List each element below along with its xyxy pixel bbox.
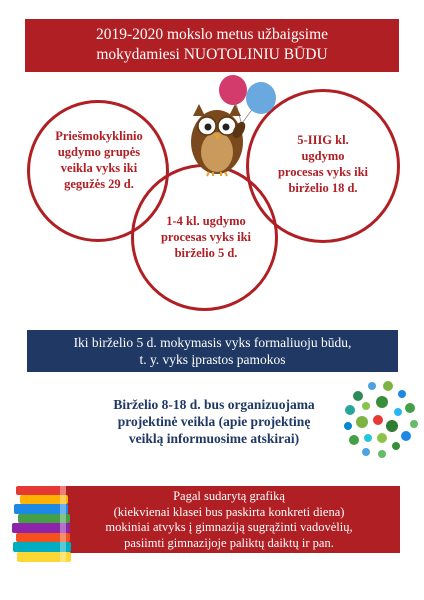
projects-line-1: Birželio 8-18 d. bus organizuojama (113, 397, 315, 412)
balloon-blue (246, 82, 276, 114)
owl-svg (175, 72, 285, 182)
projects-line-2: projektinė veikla (apie projektinę (117, 414, 311, 429)
title-banner (25, 19, 399, 72)
formal-line-1: Iki birželio 5 d. mokymasis vyks formaliuoju būdu, (73, 335, 352, 350)
title-line-1: 2019-2020 mokslo metus užbaigsime (95, 26, 329, 43)
ecology-icons-circle-illustration (338, 376, 422, 460)
owl-with-balloons-illustration (175, 72, 285, 182)
book-stack-illustration (10, 482, 80, 564)
grades-5-iiig-line-4: birželio 18 d. (288, 181, 358, 195)
grades-5-iiig-line-3: procesas vyks iki (277, 165, 369, 179)
grades-1-4-line-1: 1-4 kl. ugdymo (166, 214, 246, 228)
schedule-line-4: pasiimti gimnazijoje paliktų daiktų ir pan. (124, 535, 334, 550)
balloon-pink (219, 75, 247, 105)
schedule-banner (28, 486, 400, 553)
schedule-line-1: Pagal sudarytą grafiką (173, 489, 285, 503)
books-svg (10, 482, 80, 564)
preschool-text (44, 128, 154, 192)
grades-1-4-line-2: procesas vyks iki (160, 230, 252, 244)
grades-1-4-line-3: birželio 5 d. (174, 246, 238, 260)
grades-5-iiig-line-2: ugdymo (301, 149, 345, 163)
title-line-2: mokydamiesi NUOTOLINIU BŪDU (96, 46, 328, 63)
grades-1-4-text (150, 213, 262, 261)
eco-svg (338, 376, 422, 460)
preschool-line-4: gegužės 29 d. (64, 177, 134, 191)
preschool-line-2: ugdymo grupės (57, 145, 141, 159)
schedule-line-2: (kiekvienai klasei bus paskirta konkreti diena) (113, 504, 345, 519)
project-activity-text (94, 396, 334, 447)
grades-5-iiig-line-1: 5-IIIG kl. (297, 133, 349, 147)
preschool-line-3: veikla vyks iki (60, 161, 138, 175)
formal-line-2: t. y. vyks įprastos pamokos (139, 352, 286, 367)
preschool-line-1: Priešmokyklinio (55, 129, 143, 143)
projects-line-3: veiklą informuosime atskirai) (128, 431, 300, 446)
schedule-line-3: mokiniai atvyks į gimnaziją sugrąžinti vadovėlių, (105, 520, 353, 534)
formal-learning-banner (27, 330, 398, 372)
